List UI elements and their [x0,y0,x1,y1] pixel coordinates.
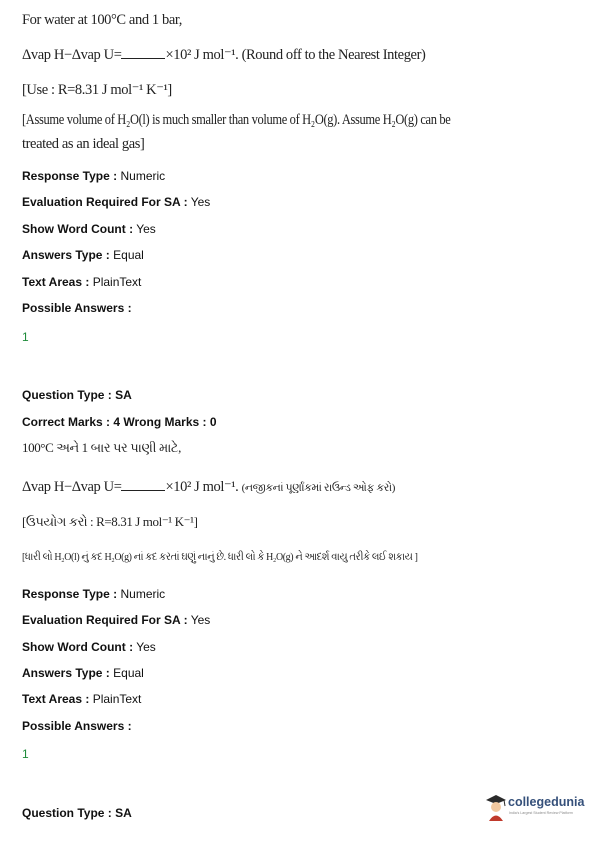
text-areas: Text Areas : PlainText [22,275,142,289]
q1-use: [Use : R=8.31 J mol⁻¹ K⁻¹] [22,82,172,98]
text-areas: Text Areas : PlainText [22,692,142,706]
q2-intro: 100°C અને 1 બાર પર પાણી માટે, [22,440,181,455]
evaluation-required: Evaluation Required For SA : Yes [22,613,211,627]
answers-type: Answers Type : Equal [22,248,144,262]
q2-answer-blank [121,480,165,491]
show-word-count: Show Word Count : Yes [22,222,156,236]
possible-answer-value: 1 [22,747,29,761]
q1-assume-line1: [Assume volume of H₂O(l) is much smaller than volume of H₂O(g). Assume H₂O(g) can be [22,112,451,128]
answers-type: Answers Type : Equal [22,666,144,680]
response-type: Response Type : Numeric [22,169,166,183]
evaluation-required: Evaluation Required For SA : Yes [22,195,211,209]
q2-assume: [ધારી લો H₂O(l) નું કદ H₂O(g) નાં કદ કરતાં ઘણું નાનું છે. ધારી લો કે H₂O(g) ને આદર્શ વાયુ તરીકે લઈ શકાય ] [22,551,418,563]
q1-eq-note: (Round off to the Nearest Integer) [241,47,426,63]
q2-equation [22,479,395,496]
question-type: Question Type : SA [22,388,132,402]
q1-intro: For water at 100°C and 1 bar, [22,12,182,28]
possible-answers-label: Possible Answers : [22,719,132,733]
q2-eq-unit: ×10² J mol⁻¹. [165,479,239,495]
marks: Correct Marks : 4 Wrong Marks : 0 [22,415,217,429]
q2-eq-note: (નજીકનાં પૂર્ણાંકમાં રાઉન્ડ ઓફ કરો) [241,482,395,494]
logo-name: collegedunia [508,795,585,809]
q1-equation [22,47,425,64]
possible-answers-label: Possible Answers : [22,301,132,315]
graduate-mascot-icon [484,792,508,822]
q1-eq-unit: ×10² J mol⁻¹. [165,47,239,63]
collegedunia-logo [484,790,584,824]
show-word-count: Show Word Count : Yes [22,640,156,654]
q1-eq-left: Δvap H−Δvap U= [22,47,122,63]
q2-use: [ઉપયોગ કરો : R=8.31 J mol⁻¹ K⁻¹] [22,514,198,529]
q2-eq-left: Δvap H−Δvap U= [22,479,122,495]
q1-answer-blank [121,48,165,59]
response-type: Response Type : Numeric [22,587,166,601]
q1-assume-line2: treated as an ideal gas] [22,136,145,152]
possible-answer-value: 1 [22,330,29,344]
logo-tagline: India's Largest Student Review Platform [509,811,573,815]
question-type: Question Type : SA [22,806,132,820]
